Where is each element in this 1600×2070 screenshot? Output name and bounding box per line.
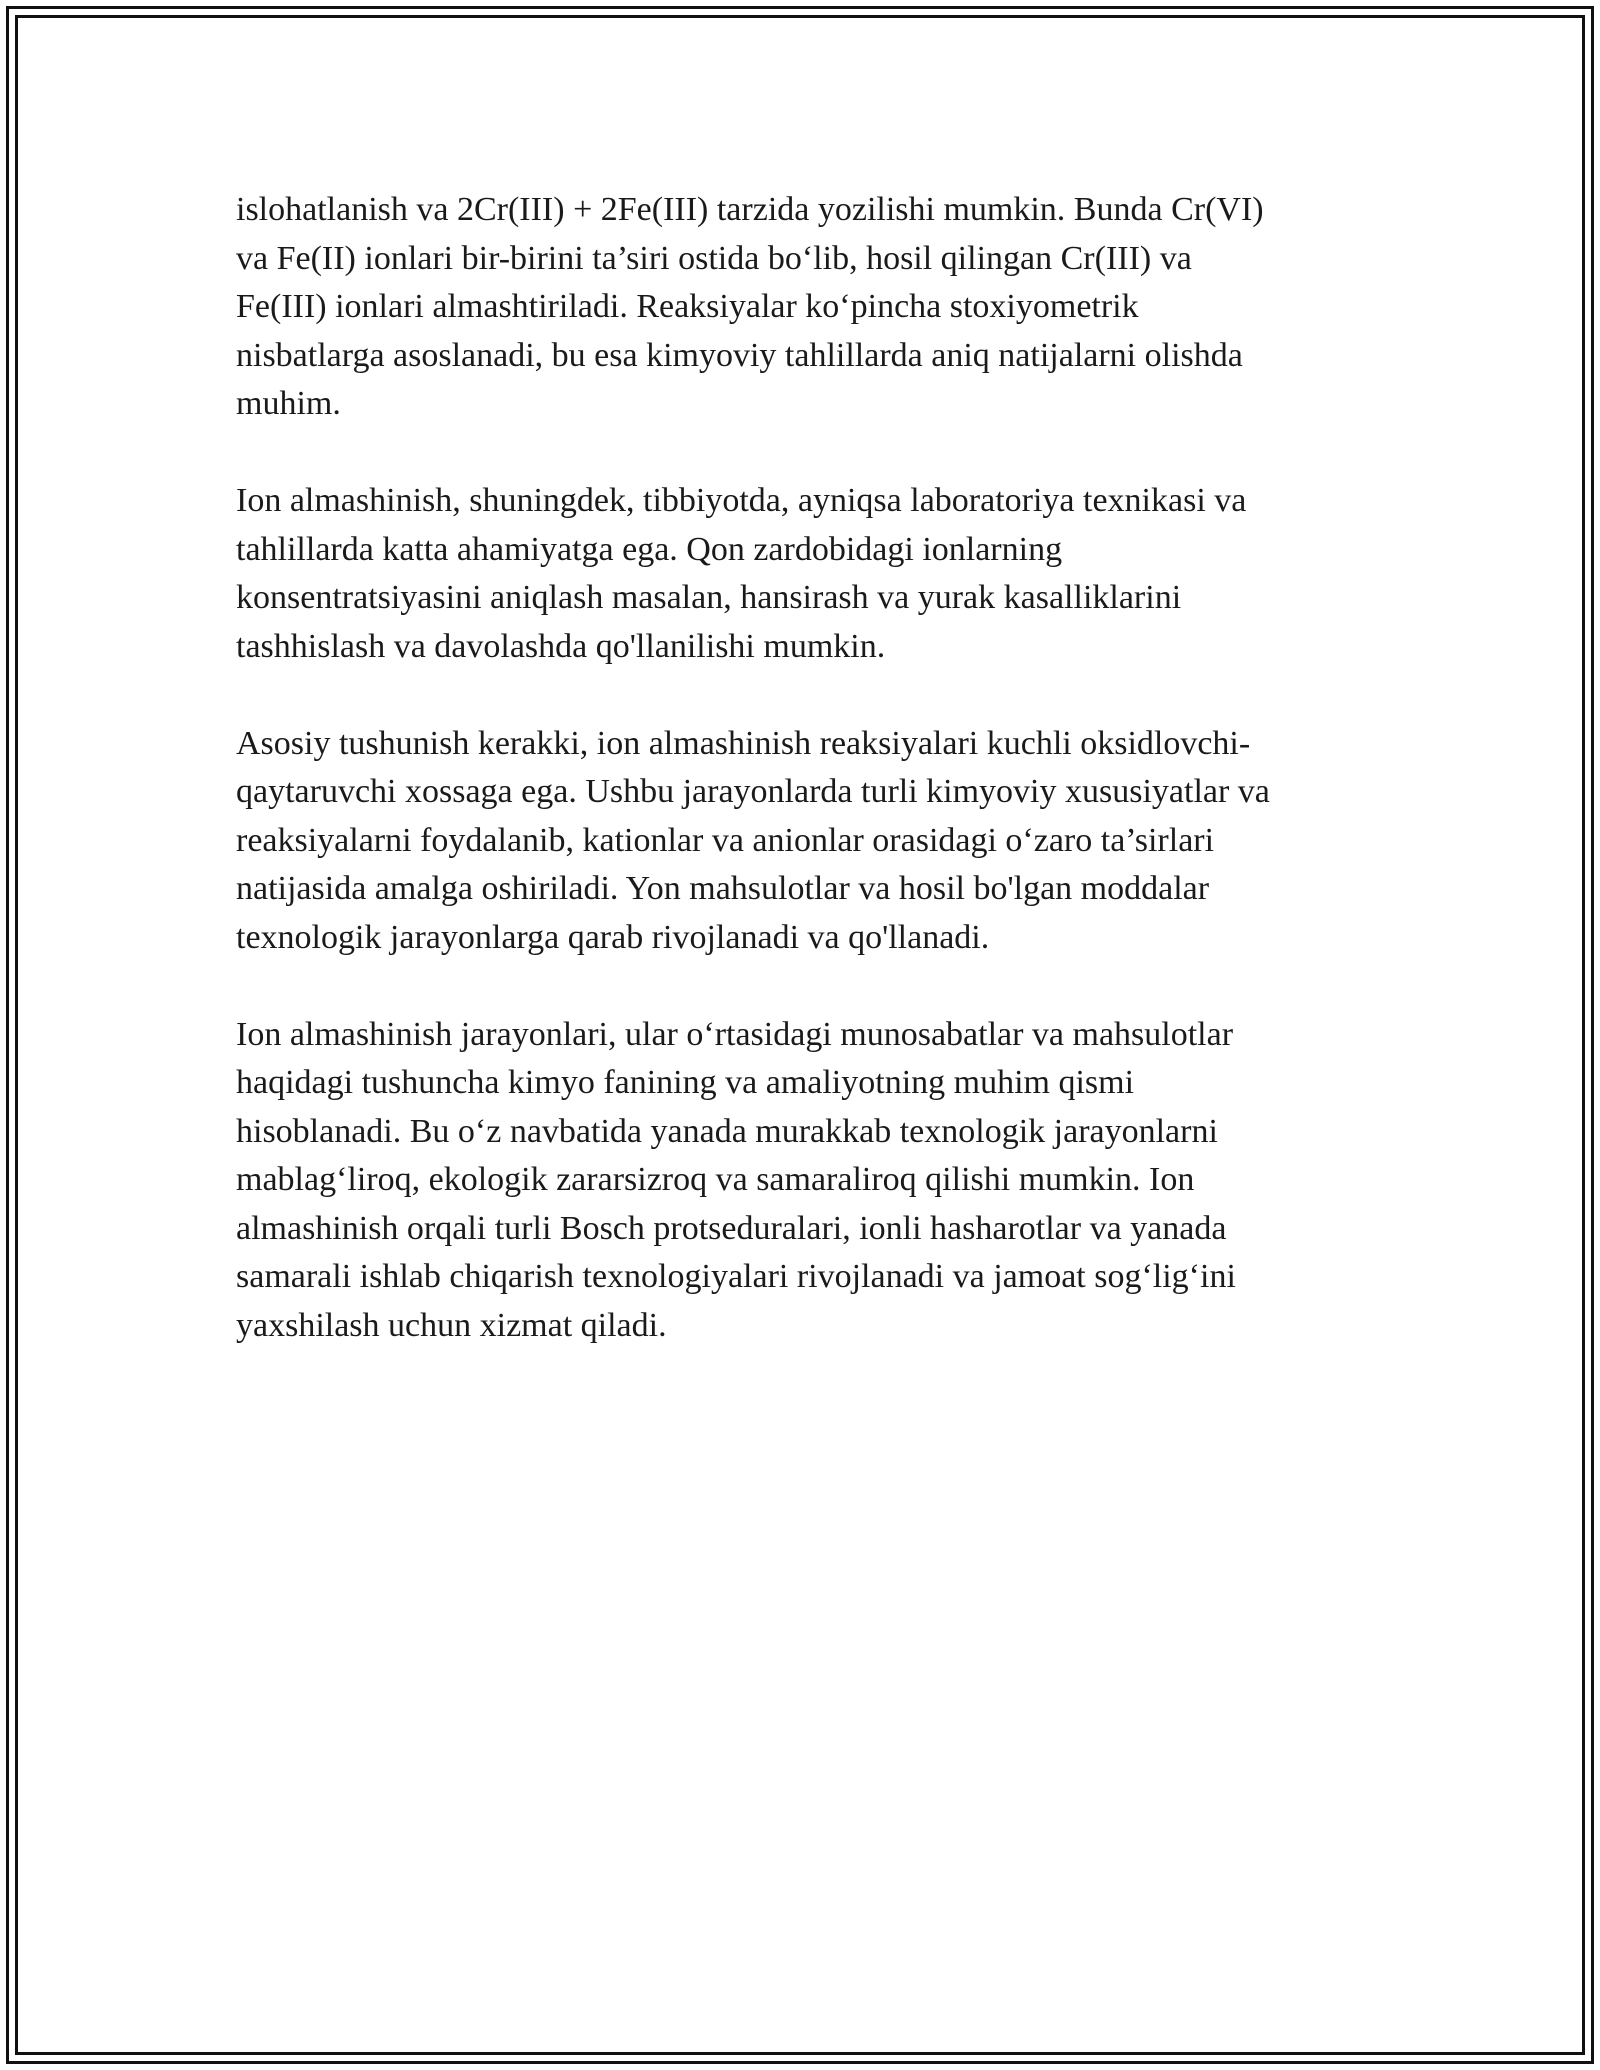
text-line: almashinish orqali turli Bosch protseduralari, ionli hasharotlar va yanada <box>236 1209 1227 1247</box>
text-line: va Fe(II) ionlari bir-birini ta’siri ostida bo‘lib, hosil qilingan Cr(III) va <box>236 239 1192 277</box>
text-line: muhim. <box>236 385 341 422</box>
text-line: Asosiy tushunish kerakki, ion almashinish reaksiyalari kuchli oksidlovchi- <box>236 724 1251 762</box>
text-line: nisbatlarga asoslanadi, bu esa kimyoviy tahlillarda aniq natijalarni olishda <box>236 336 1243 374</box>
paragraph-2 <box>236 477 1356 671</box>
text-line: tashhislash va davolashda qo'llanilishi mumkin. <box>236 627 886 665</box>
text-line: islohatlanish va 2Cr(III) + 2Fe(III) tarzida yozilishi mumkin. Bunda Cr(VI) <box>236 191 1264 228</box>
paragraph-1 <box>236 186 1356 429</box>
text-line: konsentratsiyasini aniqlash masalan, hansirash va yurak kasalliklarini <box>236 579 1182 616</box>
paragraph-3 <box>236 720 1356 963</box>
text-line: texnologik jarayonlarga qarab rivojlanadi va qo'llanadi. <box>236 918 990 956</box>
text-line: Ion almashinish jarayonlari, ular o‘rtasidagi munosabatlar va mahsulotlar <box>236 1015 1234 1053</box>
text-line: tahlillarda katta ahamiyatga ega. Qon zardobidagi ionlarning <box>236 530 1063 568</box>
text-line: qaytaruvchi xossaga ega. Ushbu jarayonlarda turli kimyoviy xususiyatlar va <box>236 773 1270 810</box>
text-line: natijasida amalga oshiriladi. Yon mahsulotlar va hosil bo'lgan moddalar <box>236 870 1210 907</box>
text-line: Fe(III) ionlari almashtiriladi. Reaksiyalar ko‘pincha stoxiyometrik <box>236 288 1139 325</box>
text-line: haqidagi tushuncha kimyo fanining va amaliyotning muhim qismi <box>236 1064 1135 1101</box>
text-line: Ion almashinish, shuningdek, tibbiyotda, ayniqsa laboratoriya texnikasi va <box>236 482 1247 519</box>
text-line: samarali ishlab chiqarish texnologiyalari rivojlanadi va jamoat sog‘lig‘ini <box>236 1258 1236 1295</box>
text-line: yaxshilash uchun xizmat qiladi. <box>236 1306 667 1344</box>
document-body <box>236 186 1356 1350</box>
paragraph-4 <box>236 1011 1356 1351</box>
text-line: mablag‘liroq, ekologik zararsizroq va samaraliroq qilishi mumkin. Ion <box>236 1161 1195 1198</box>
text-line: reaksiyalarni foydalanib, kationlar va anionlar orasidagi o‘zaro ta’sirlari <box>236 821 1215 859</box>
text-line: hisoblanadi. Bu o‘z navbatida yanada murakkab texnologik jarayonlarni <box>236 1112 1218 1150</box>
